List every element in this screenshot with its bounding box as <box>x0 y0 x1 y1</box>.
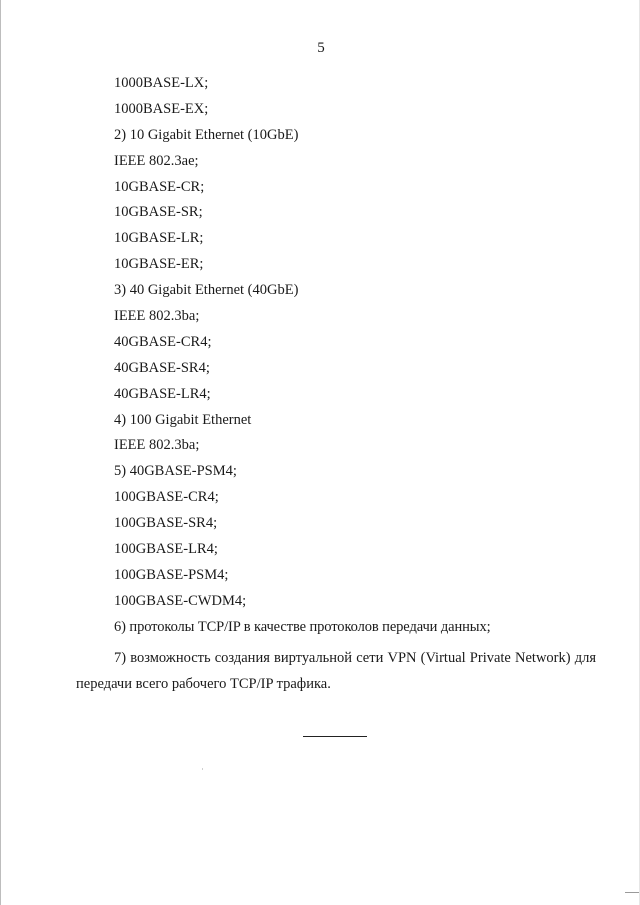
list-line: 4) 100 Gigabit Ethernet <box>114 411 252 428</box>
list-line: 1000BASE-LX; <box>114 75 209 91</box>
list-line: 6) протоколы TCP/IP в качестве протоколов передачи данных; <box>114 618 491 635</box>
list-line: 100GBASE-PSM4; <box>114 566 229 583</box>
list-line: 10GBASE-CR; <box>114 178 205 195</box>
list-line: 2) 10 Gigabit Ethernet (10GbE) <box>114 126 299 143</box>
final-paragraph: 7) возможность создания виртуальной сети VPN (Virtual Private Network) для передачи всего рабочего TCP/IP трафика. <box>76 650 596 692</box>
scan-speck <box>625 892 639 893</box>
list-line: 100GBASE-SR4; <box>114 515 218 532</box>
list-line: 40GBASE-SR4; <box>114 359 210 376</box>
list-line: 100GBASE-LR4; <box>114 541 218 558</box>
list-line: IEEE 802.3ba; <box>114 437 200 454</box>
list-line: 10GBASE-LR; <box>114 230 204 247</box>
list-line: 5) 40GBASE-PSM4; <box>114 463 237 480</box>
list-line: 100GBASE-CR4; <box>114 489 219 506</box>
list-line: 1000BASE-EX; <box>114 100 209 117</box>
list-line: 40GBASE-CR4; <box>114 333 212 350</box>
page-number: 5 <box>317 40 325 56</box>
list-line: 10GBASE-ER; <box>114 256 204 273</box>
list-line: 40GBASE-LR4; <box>114 385 211 402</box>
list-line: 3) 40 Gigabit Ethernet (40GbE) <box>114 282 299 299</box>
list-line: IEEE 802.3ba; <box>114 308 200 325</box>
standards-list <box>114 73 491 643</box>
end-of-document-rule <box>303 736 367 737</box>
list-line: 100GBASE-CWDM4; <box>114 592 247 609</box>
scan-speck <box>202 768 203 770</box>
list-line: 10GBASE-SR; <box>114 204 203 221</box>
list-line: IEEE 802.3ae; <box>114 152 199 169</box>
